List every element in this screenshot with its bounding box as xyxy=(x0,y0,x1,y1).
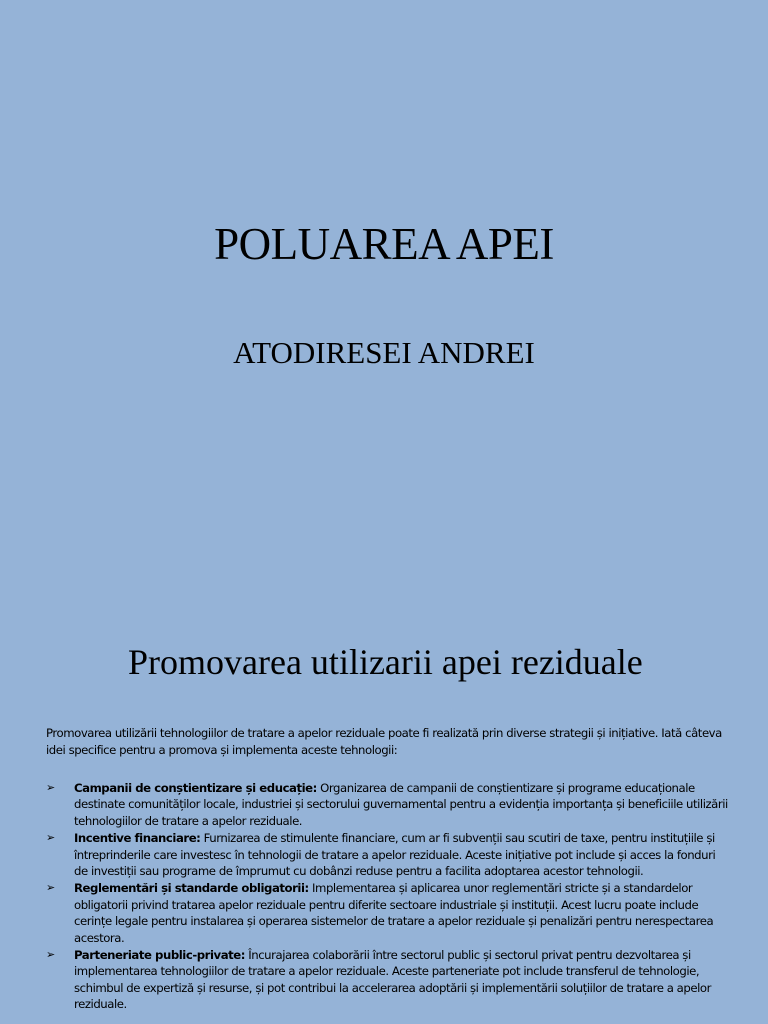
arrowhead-bullet-icon: ➢ xyxy=(46,781,55,794)
bullet-text: Organizarea de campanii de conștientizare și programe educaționale destinate comunităților locale, industriei și sectorului guvernamental pentru a evidenția importanța și beneficiile utilizării tehnologiilor de tratare a apelor reziduale. xyxy=(74,781,728,828)
bullet-item xyxy=(46,780,732,829)
bullet-item xyxy=(46,880,732,946)
arrowhead-bullet-icon: ➢ xyxy=(46,948,55,962)
bullet-term: Parteneriate public-private: xyxy=(74,948,245,963)
bullet-text: Încurajarea colaborării între sectorul public și sectorul privat pentru dezvoltarea și implementarea tehnologiilor de tratare a apelor reziduale. Aceste parteneriate pot include transferul de tehnologie, schimbul de expertiză și resurse, și pot contribui la accelerarea adoptării și implementării soluțiilor de tratare a apelor reziduale. xyxy=(74,948,711,1012)
bullet-text: Furnizarea de stimulente financiare, cum ar fi subvenții sau scutiri de taxe, pentru instituțiile și întreprinderile care investesc în tehnologii de tratare a apelor reziduale. Aceste inițiative pot include și acces la fonduri de investiții sau programe de împrumut cu dobânzi reduse pentru a facilita adoptarea acestor tehnologii. xyxy=(74,831,716,879)
slide-title: POLUAREA APEI xyxy=(214,219,554,269)
bullet-item xyxy=(46,947,732,1013)
intro-paragraph: Promovarea utilizării tehnologiilor de tratare a apelor reziduale poate fi realizată prin diverse strategii și inițiative. Iată câteva idei specifice pentru a promova și implementa aceste tehnologii: xyxy=(46,726,722,757)
bullet-term: Incentive financiare: xyxy=(74,831,201,846)
bullet-term: Campanii de conștientizare și educație: xyxy=(74,781,317,795)
arrowhead-bullet-icon: ➢ xyxy=(46,881,55,895)
section-heading: Promovarea utilizarii apei reziduale xyxy=(128,642,643,682)
bullet-list xyxy=(46,780,732,1014)
slide-author: ATODIRESEI ANDREI xyxy=(233,335,535,370)
bullet-item xyxy=(46,830,732,879)
arrowhead-bullet-icon: ➢ xyxy=(46,831,55,845)
bullet-term: Reglementări și standarde obligatorii: xyxy=(74,881,309,896)
bullet-text: Implementarea și aplicarea unor reglementări stricte și a standardelor obligatorii privind tratarea apelor reziduale pentru diferite sectoare industriale și instituții. Acest lucru poate include cerințe legale pentru instalarea și operarea sistemelor de tratare a apelor reziduale și penalizări pentru nerespectarea acestora. xyxy=(74,881,714,945)
